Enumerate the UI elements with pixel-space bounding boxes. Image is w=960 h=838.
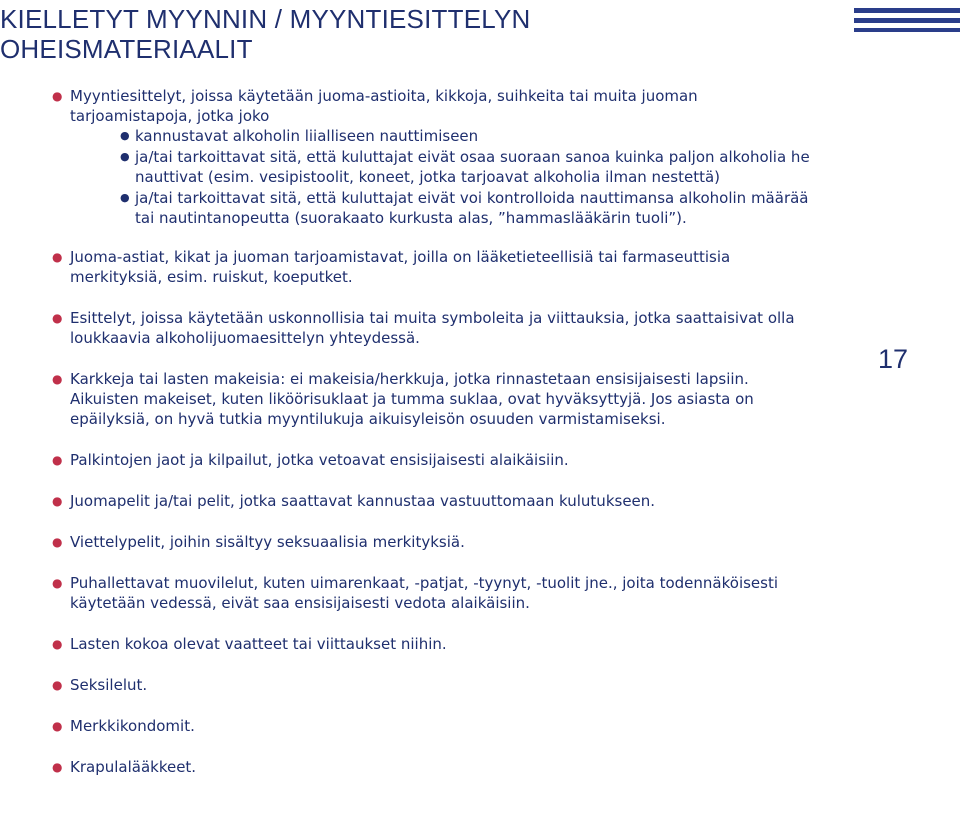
bullet-icon: ● [52, 575, 63, 590]
list-item-text: Karkkeja tai lasten makeisia: ei makeisia/herkkuja, jotka rinnastetaan ensisijaisesti lapsiin. Aikuisten makeiset, kuten liköörisuklaat ja tumma suklaa, ovat hyväksyttyjä. Jos asiasta on epäilyksiä, on hyvä tutkia myyntilukuja aikuisyleisön osuuden varmistamiseksi. [70, 369, 754, 428]
bullet-list [52, 86, 822, 798]
page-number: 17 [878, 344, 909, 374]
list-item [52, 247, 822, 287]
bullet-icon: ● [120, 149, 130, 163]
list-item-text: Lasten kokoa olevat vaatteet tai viittaukset niihin. [70, 634, 447, 653]
bullet-icon: ● [120, 190, 130, 204]
list-item-text: Juomapelit ja/tai pelit, jotka saattavat kannustaa vastuuttomaan kulutukseen. [70, 491, 656, 510]
bullet-icon: ● [120, 129, 130, 142]
list-item-text: Viettelypelit, joihin sisältyy seksuaalisia merkityksiä. [70, 532, 465, 551]
list-item-text: Palkintojen jaot ja kilpailut, jotka vetoavat ensisijaisesti alaikäisiin. [70, 450, 569, 469]
list-item [52, 675, 822, 695]
sub-list-item [120, 188, 822, 229]
bullet-icon: ● [52, 493, 63, 508]
list-item [52, 634, 822, 654]
list-item [52, 573, 822, 613]
logo-stripe [854, 28, 960, 32]
list-item-text: Merkkikondomit. [70, 716, 195, 735]
bullet-icon: ● [52, 371, 63, 386]
bullet-icon: ● [52, 452, 63, 467]
list-item [52, 369, 822, 429]
list-item [52, 532, 822, 552]
list-item-text: Seksilelut. [70, 675, 148, 694]
list-item [52, 86, 822, 229]
list-item [52, 450, 822, 470]
list-item-text: Puhallettavat muovilelut, kuten uimarenkaat, -patjat, -tyynyt, -tuolit jne., joita todennäköisesti käytetään vedessä, eivät saa ensisijaisesti vedota alaikäisiin. [70, 573, 779, 612]
bullet-icon: ● [52, 89, 63, 103]
list-item [52, 757, 822, 777]
sub-list-item-text: ja/tai tarkoittavat sitä, että kuluttajat eivät voi kontrolloida nauttimansa alkoholin määrää tai nautintanopeutta (suorakaato kurkusta alas, ”hammaslääkärin tuoli”). [135, 188, 809, 227]
bullet-icon: ● [52, 718, 63, 733]
title-line-1: KIELLETYT MYYNNIN / MYYNTIESITTELYN [0, 4, 531, 34]
list-item [52, 308, 822, 348]
list-item-text: Krapulalääkkeet. [70, 757, 197, 776]
logo-stripe [854, 18, 960, 23]
list-item [52, 716, 822, 736]
list-item-text: Esittelyt, joissa käytetään uskonnollisia tai muita symboleita ja viittauksia, jotka saattaisivat olla loukkaavia alkoholijuomaesittelyn yhteydessä. [70, 308, 795, 347]
bullet-icon: ● [52, 759, 63, 774]
sub-list-item-text: ja/tai tarkoittavat sitä, että kuluttajat eivät osaa suoraan sanoa kuinka paljon alkoholia he nauttivat (esim. vesipistoolit, koneet, jotka tarjoavat alkoholia ilman nestettä) [135, 147, 810, 186]
sub-list-item [120, 147, 822, 188]
list-item [52, 491, 822, 511]
logo-stripe [854, 8, 960, 13]
bullet-icon: ● [52, 677, 63, 692]
bullet-icon: ● [52, 534, 63, 549]
sub-list [70, 126, 822, 229]
sub-list-item [120, 126, 822, 147]
bullet-icon: ● [52, 310, 63, 325]
sub-list-item-text: kannustavat alkoholin liialliseen nauttimiseen [135, 127, 479, 145]
list-item-text: Myyntiesittelyt, joissa käytetään juoma-astioita, kikkoja, suihkeita tai muita juoman tarjoamistapoja, jotka joko [70, 87, 698, 125]
slide-title [0, 4, 760, 64]
logo-stripes [854, 8, 960, 37]
list-item-text: Juoma-astiat, kikat ja juoman tarjoamistavat, joilla on lääketieteellisiä tai farmaseuttisia merkityksiä, esim. ruiskut, koeputket. [70, 247, 731, 286]
bullet-icon: ● [52, 249, 63, 264]
title-line-2: OHEISMATERIAALIT [0, 34, 253, 64]
bullet-icon: ● [52, 636, 63, 651]
